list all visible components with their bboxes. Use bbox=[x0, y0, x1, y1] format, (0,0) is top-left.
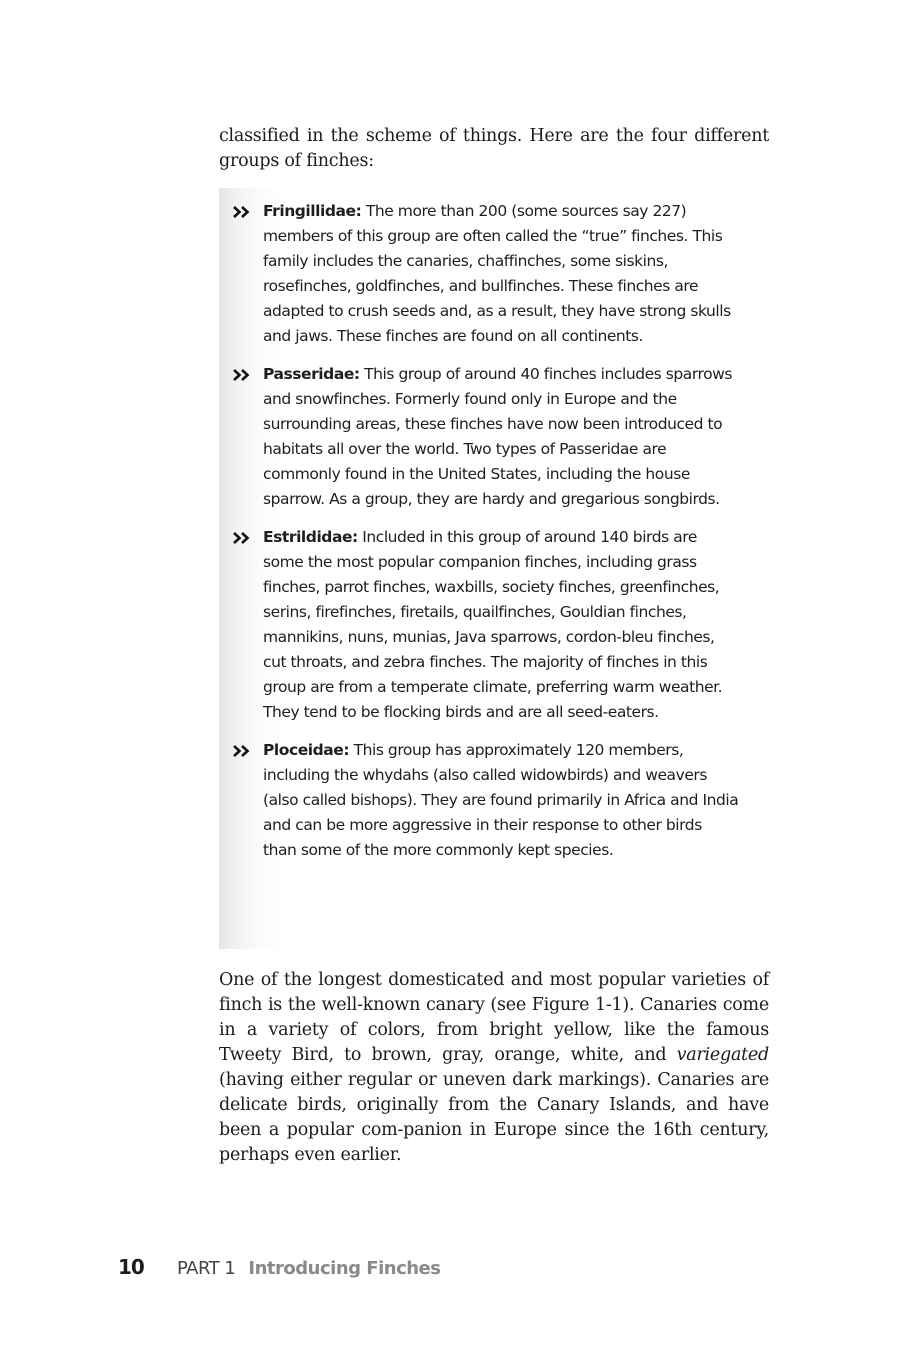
list-item bbox=[219, 525, 769, 725]
part-title: Introducing Finches bbox=[248, 1258, 441, 1279]
finch-groups-list bbox=[219, 199, 769, 876]
double-chevron-right-icon bbox=[233, 206, 253, 218]
bullet-term: Passeridae: bbox=[263, 365, 360, 383]
double-chevron-right-icon bbox=[233, 532, 253, 544]
list-item bbox=[219, 362, 769, 512]
list-item bbox=[219, 738, 769, 863]
bullet-term: Fringillidae: bbox=[263, 202, 362, 220]
bullet-text: The more than 200 (some sources say 227) members of this group are often called the “true” finches. This family includes the canaries, chaffinches, some siskins, rosefinches, goldfinches, and bullfinches. These finches are adapted to crush seeds and, as a result, they have strong skulls and jaws. These finches are found on all continents. bbox=[263, 202, 731, 345]
bullet-text: This group of around 40 finches includes sparrows and snowfinches. Formerly found only in Europe and the surrounding areas, these finches have now been introduced to habitats all over the world. Two types of Passeridae are commonly found in the United States, including the house sparrow. As a group, they are hardy and gregarious songbirds. bbox=[263, 365, 732, 508]
double-chevron-right-icon bbox=[233, 369, 253, 381]
bullet-text: Included in this group of around 140 birds are some the most popular companion finches, including grass finches, parrot finches, waxbills, society finches, greenfinches, serins, firefinches, firetails, quailfinches, Gouldian finches, mannikins, nuns, munias, Java sparrows, cordon-bleu finches, cut throats, and zebra finches. The majority of finches in this group are from a temperate climate, preferring warm weather. They tend to be flocking birds and are all seed-eaters. bbox=[263, 528, 723, 721]
closing-paragraph bbox=[219, 968, 769, 1168]
part-label: PART 1 bbox=[176, 1258, 236, 1279]
intro-paragraph: classified in the scheme of things. Here are the four different groups of finches: bbox=[219, 126, 769, 171]
closing-text-before: One of the longest domesticated and most popular varieties of finch is the well-known canary (see Figure 1-1). Canaries come in a variety of colors, from bright yellow, like the famous Tweety Bird, to brown, gray, orange, white, and bbox=[219, 970, 769, 1065]
page-footer bbox=[118, 1255, 440, 1279]
double-chevron-right-icon bbox=[233, 745, 253, 757]
bullet-term: Ploceidae: bbox=[263, 741, 350, 759]
closing-text-after: (having either regular or uneven dark markings). Canaries are delicate birds, originally from the Canary Islands, and have been a popular com-panion in Europe since the 16th century, perhaps even earlier. bbox=[219, 1070, 769, 1165]
bullet-term: Estrildidae: bbox=[263, 528, 358, 546]
list-item bbox=[219, 199, 769, 349]
page-number: 10 bbox=[118, 1255, 144, 1279]
bullet-text: This group has approximately 120 members, including the whydahs (also called widowbirds) and weavers (also called bishops). They are found primarily in Africa and India and can be more aggressive in their response to other birds than some of the more commonly kept species. bbox=[263, 741, 739, 859]
closing-emphasis: variegated bbox=[676, 1045, 769, 1065]
